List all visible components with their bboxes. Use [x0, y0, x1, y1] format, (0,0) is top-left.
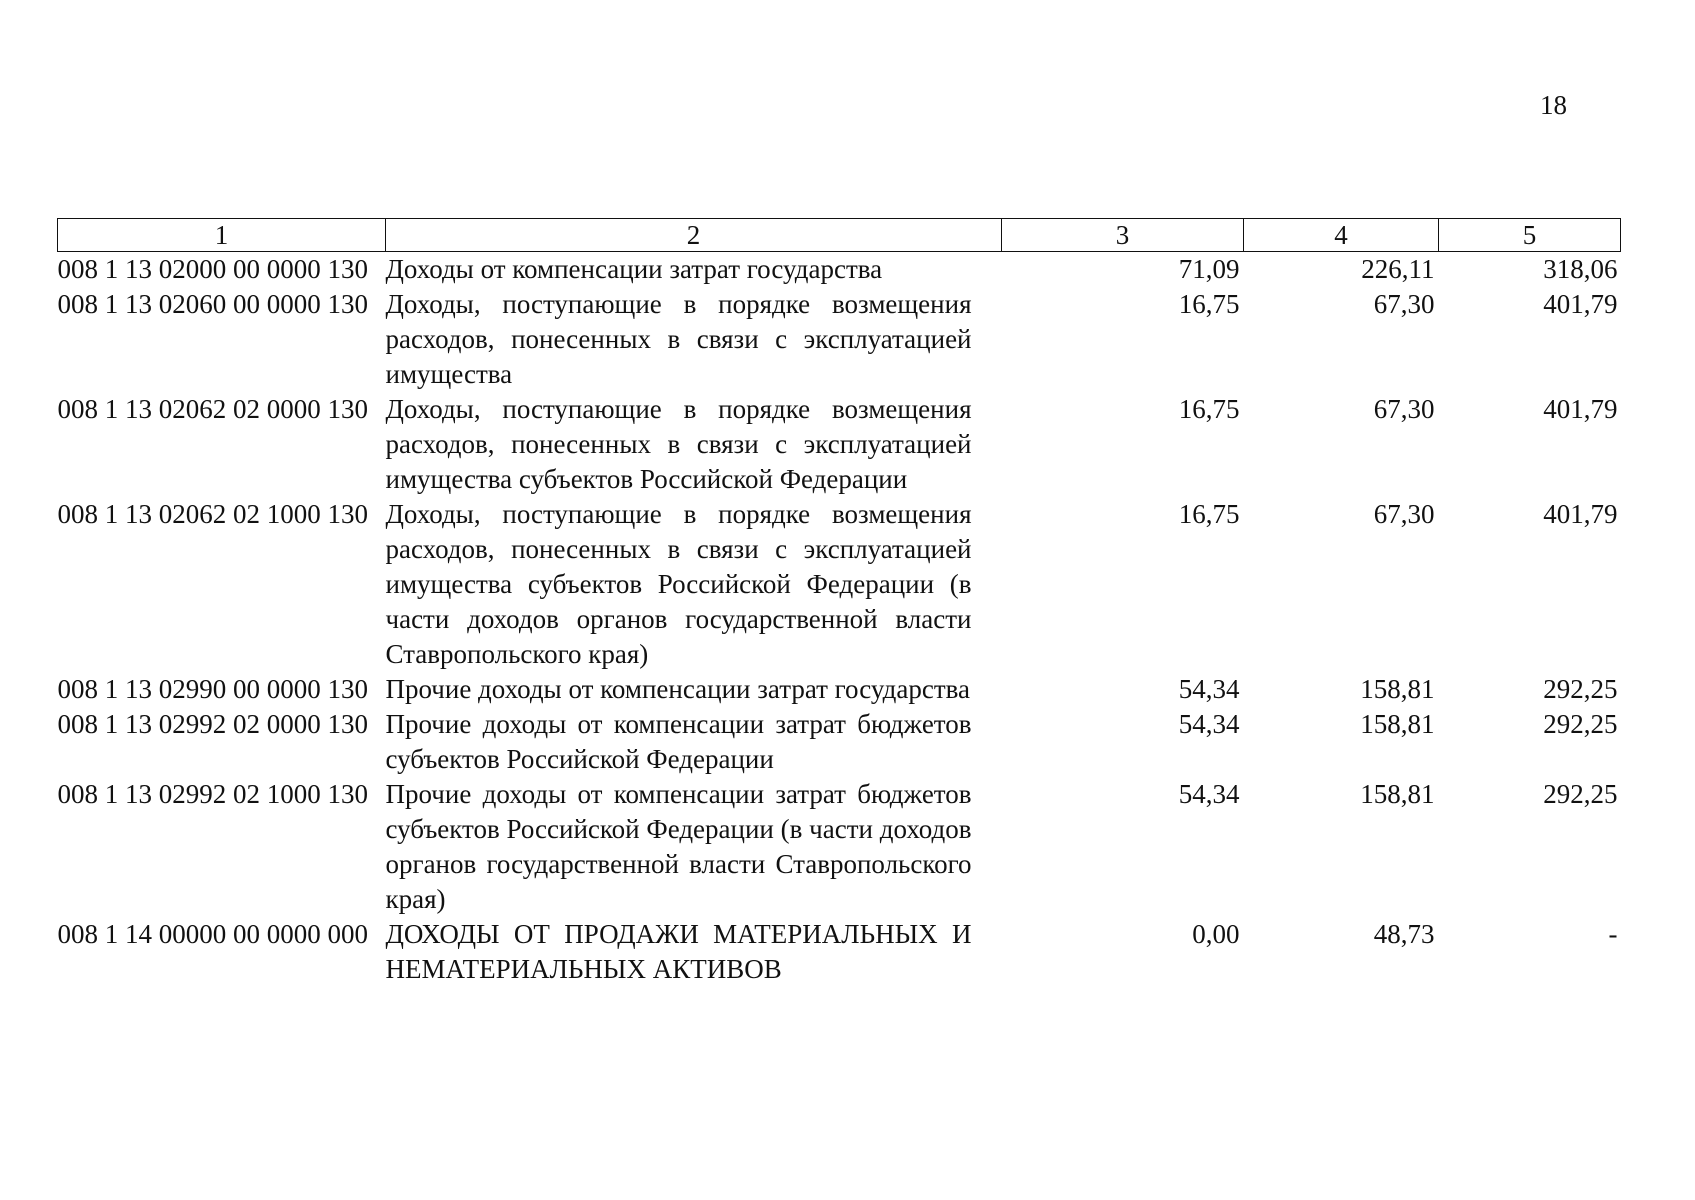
row-value-col5: 292,25 — [1543, 779, 1618, 809]
row-value-col3: 16,75 — [1178, 499, 1240, 529]
row-code: 008 1 13 02992 02 0000 130 — [57, 709, 368, 739]
header-col-4: 4 — [1244, 219, 1439, 252]
row-value-col4: 158,81 — [1360, 674, 1435, 704]
row-value-col3: 54,34 — [1178, 779, 1240, 809]
row-name: Прочие доходы от компенсации затрат бюджетов субъектов Российской Федерации — [385, 709, 972, 774]
row-value-col4: 158,81 — [1360, 779, 1435, 809]
budget-table — [57, 218, 1621, 987]
row-code: 008 1 13 02062 02 1000 130 — [57, 499, 368, 529]
row-code: 008 1 14 00000 00 0000 000 — [57, 919, 368, 949]
row-value-col5: - — [1608, 919, 1618, 949]
row-value-col3: 54,34 — [1178, 674, 1240, 704]
row-value-col3: 16,75 — [1178, 394, 1240, 424]
row-value-col4: 158,81 — [1360, 709, 1435, 739]
row-name: Доходы, поступающие в порядке возмещения расходов, понесенных в связи с эксплуатацией имущества субъектов Российской Федерации — [385, 394, 972, 494]
row-value-col5: 292,25 — [1543, 674, 1618, 704]
row-value-col3: 71,09 — [1178, 254, 1240, 284]
table-body — [58, 252, 1621, 988]
row-code: 008 1 13 02990 00 0000 130 — [57, 674, 368, 704]
row-value-col3: 0,00 — [1192, 919, 1240, 949]
row-name: Прочие доходы от компенсации затрат государства — [385, 674, 971, 704]
row-value-col4: 67,30 — [1373, 289, 1435, 319]
row-value-col3: 54,34 — [1178, 709, 1240, 739]
table-header — [58, 219, 1621, 252]
row-value-col4: 67,30 — [1373, 394, 1435, 424]
row-name: Прочие доходы от компенсации затрат бюджетов субъектов Российской Федерации (в части доходов органов государственной власти Ставропольского края) — [385, 779, 972, 914]
row-value-col5: 401,79 — [1543, 499, 1618, 529]
header-col-2: 2 — [386, 219, 1002, 252]
row-value-col4: 67,30 — [1373, 499, 1435, 529]
row-value-col3: 16,75 — [1178, 289, 1240, 319]
table-row — [58, 672, 1621, 707]
row-value-col4: 226,11 — [1361, 254, 1435, 284]
row-value-col4: 48,73 — [1373, 919, 1435, 949]
table-row — [58, 287, 1621, 392]
header-col-1: 1 — [58, 219, 386, 252]
table-row — [58, 917, 1621, 987]
row-name: ДОХОДЫ ОТ ПРОДАЖИ МАТЕРИАЛЬНЫХ И НЕМАТЕРИАЛЬНЫХ АКТИВОВ — [385, 919, 972, 984]
row-code: 008 1 13 02062 02 0000 130 — [57, 394, 368, 424]
table-row — [58, 497, 1621, 672]
header-row — [58, 219, 1621, 252]
row-code: 008 1 13 02060 00 0000 130 — [57, 289, 368, 319]
row-code: 008 1 13 02992 02 1000 130 — [57, 779, 368, 809]
row-value-col5: 318,06 — [1543, 254, 1618, 284]
row-value-col5: 292,25 — [1543, 709, 1618, 739]
row-name: Доходы от компенсации затрат государства — [385, 254, 883, 284]
header-col-3: 3 — [1002, 219, 1244, 252]
row-code: 008 1 13 02000 00 0000 130 — [57, 254, 368, 284]
row-name: Доходы, поступающие в порядке возмещения расходов, понесенных в связи с эксплуатацией имущества субъектов Российской Федерации (в части доходов органов государственной власти Ставропольского края) — [385, 499, 972, 669]
page-number: 18 — [1540, 90, 1567, 120]
row-value-col5: 401,79 — [1543, 289, 1618, 319]
table-row — [58, 392, 1621, 497]
table-row — [58, 707, 1621, 777]
table-row — [58, 252, 1621, 288]
header-col-5: 5 — [1439, 219, 1621, 252]
row-value-col5: 401,79 — [1543, 394, 1618, 424]
row-name: Доходы, поступающие в порядке возмещения расходов, понесенных в связи с эксплуатацией имущества — [385, 289, 972, 389]
table-row — [58, 777, 1621, 917]
